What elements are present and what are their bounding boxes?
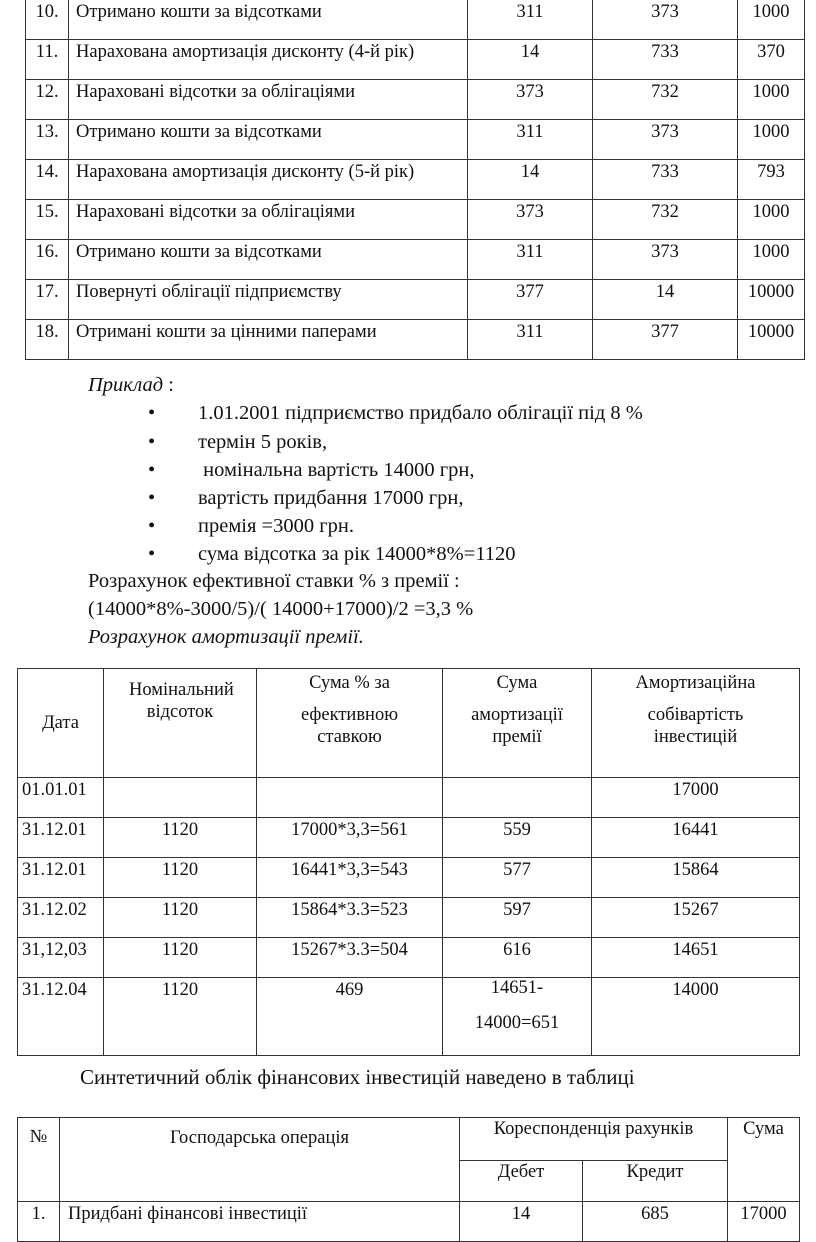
date-cell: 01.01.01: [18, 778, 104, 818]
column-header-amortization: [443, 669, 592, 778]
row-number: 1.: [18, 1202, 60, 1242]
bullet-text: 1.01.2001 підприємство придбало облігації під 8 %: [198, 402, 643, 424]
column-header-nominal: [104, 669, 257, 778]
amount-cell: 1000: [738, 80, 805, 120]
synthetic-accounting-heading: Синтетичний облік фінансових інвестицій наведено в таблиці: [80, 1065, 635, 1089]
operation-cell: Нарахована амортизація дисконту (4-й рік): [69, 40, 468, 80]
journal-entries-table: [25, 0, 805, 360]
bullet-icon: •: [148, 515, 156, 537]
amortization-cell: 597: [443, 898, 592, 938]
header-text: Дата: [42, 713, 79, 733]
debit-cell: 311: [468, 240, 593, 280]
bullet-text: номінальна вартість 14000 грн,: [198, 459, 475, 481]
row-number: 18.: [26, 320, 69, 360]
row-number: 13.: [26, 120, 69, 160]
operation-cell: Придбані фінансові інвестиції: [60, 1202, 460, 1242]
table-header-row: [18, 669, 800, 778]
bullet-icon: •: [148, 402, 156, 424]
row-number: 14.: [26, 160, 69, 200]
bullet-text: вартість придбання 17000 грн,: [198, 487, 464, 509]
table-row: [18, 858, 800, 898]
table-row: [26, 200, 805, 240]
credit-cell: 732: [593, 80, 738, 120]
header-text: амортизації премії: [471, 705, 563, 747]
amount-cell: 1000: [738, 120, 805, 160]
column-header-cost: [592, 669, 800, 778]
effective-cell: [257, 778, 443, 818]
row-number: 11.: [26, 40, 69, 80]
bullet-text: премія =3000 грн.: [198, 515, 354, 537]
table-row: [18, 898, 800, 938]
nominal-cell: 1120: [104, 858, 257, 898]
cost-cell: 16441: [592, 818, 800, 858]
amount-cell: 1000: [738, 0, 805, 40]
column-header-credit: Кредит: [583, 1160, 728, 1201]
column-header-number: №: [18, 1118, 60, 1202]
table-row: [18, 978, 800, 1056]
table-row: [26, 40, 805, 80]
header-text: Сума: [496, 673, 538, 693]
debit-cell: 311: [468, 120, 593, 160]
amortization-line: 14651-: [490, 978, 544, 998]
synthetic-accounting-table: [17, 1117, 800, 1242]
nominal-cell: [104, 778, 257, 818]
row-number: 16.: [26, 240, 69, 280]
table-header-row: [18, 1118, 800, 1161]
effective-cell: 16441*3,3=543: [257, 858, 443, 898]
table-row: [26, 120, 805, 160]
amortization-title: Розрахунок амортизації премії.: [88, 626, 364, 648]
cost-cell: 14651: [592, 938, 800, 978]
row-number: 10.: [26, 0, 69, 40]
credit-cell: 733: [593, 160, 738, 200]
effective-cell: 15267*3.3=504: [257, 938, 443, 978]
nominal-cell: 1120: [104, 938, 257, 978]
table-row: [26, 280, 805, 320]
date-cell: 31.12.04: [18, 978, 104, 1056]
column-header-effective: [257, 669, 443, 778]
debit-cell: 373: [468, 80, 593, 120]
debit-cell: 14: [468, 160, 593, 200]
credit-cell: 373: [593, 120, 738, 160]
cost-cell: 15864: [592, 858, 800, 898]
table-row: [26, 160, 805, 200]
example-label-text: Приклад: [88, 374, 164, 396]
amortization-cell: 577: [443, 858, 592, 898]
date-cell: 31.12.01: [18, 818, 104, 858]
header-text: Сума % за: [309, 673, 390, 693]
nominal-cell: 1120: [104, 978, 257, 1056]
operation-cell: Нараховані відсотки за облігаціями: [69, 200, 468, 240]
operation-cell: Повернуті облігації підприємству: [69, 280, 468, 320]
debit-cell: 311: [468, 0, 593, 40]
nominal-cell: 1120: [104, 898, 257, 938]
date-cell: 31.12.02: [18, 898, 104, 938]
credit-cell: 14: [593, 280, 738, 320]
debit-cell: 377: [468, 280, 593, 320]
operation-cell: Отримано кошти за відсотками: [69, 240, 468, 280]
debit-cell: 14: [460, 1202, 583, 1242]
amortization-cell: [443, 978, 592, 1056]
amortization-cell: 616: [443, 938, 592, 978]
credit-cell: 732: [593, 200, 738, 240]
effective-cell: 469: [257, 978, 443, 1056]
table-row: [18, 938, 800, 978]
bullet-text: сума відсотка за рік 14000*8%=1120: [198, 543, 516, 565]
bullet-icon: •: [148, 459, 156, 481]
table-row: [26, 320, 805, 360]
amount-cell: 10000: [738, 320, 805, 360]
operation-cell: Отримані кошти за цінними паперами: [69, 320, 468, 360]
bullet-text: термін 5 років,: [198, 431, 328, 453]
credit-cell: 377: [593, 320, 738, 360]
effective-cell: 17000*3,3=561: [257, 818, 443, 858]
header-text: Амортизаційна: [635, 673, 756, 693]
credit-cell: 373: [593, 0, 738, 40]
amount-cell: 1000: [738, 240, 805, 280]
column-header-date: [18, 669, 104, 778]
row-number: 17.: [26, 280, 69, 320]
header-text: Номінальний відсоток: [129, 680, 234, 722]
amortization-cell: [443, 778, 592, 818]
example-label: [88, 371, 174, 400]
column-header-amount: Сума: [728, 1118, 800, 1202]
column-header-operation: Господарська операція: [60, 1118, 460, 1202]
amount-cell: 793: [738, 160, 805, 200]
row-number: 15.: [26, 200, 69, 240]
cost-cell: 14000: [592, 978, 800, 1056]
date-cell: 31,12,03: [18, 938, 104, 978]
credit-cell: 685: [583, 1202, 728, 1242]
debit-cell: 373: [468, 200, 593, 240]
amount-cell: 370: [738, 40, 805, 80]
table-row: [26, 0, 805, 40]
bullet-icon: •: [148, 487, 156, 509]
debit-cell: 311: [468, 320, 593, 360]
date-cell: 31.12.01: [18, 858, 104, 898]
cost-cell: 17000: [592, 778, 800, 818]
nominal-cell: 1120: [104, 818, 257, 858]
amortization-line: 14000=651: [474, 1013, 560, 1033]
amount-cell: 10000: [738, 280, 805, 320]
credit-cell: 373: [593, 240, 738, 280]
effective-cell: 15864*3.3=523: [257, 898, 443, 938]
debit-cell: 14: [468, 40, 593, 80]
operation-cell: Нараховані відсотки за облігаціями: [69, 80, 468, 120]
amount-cell: 1000: [738, 200, 805, 240]
operation-cell: Отримано кошти за відсотками: [69, 120, 468, 160]
column-header-correspondence: Кореспонденція рахунків: [460, 1118, 728, 1161]
amount-cell: 17000: [728, 1202, 800, 1242]
cost-cell: 15267: [592, 898, 800, 938]
table-row: [26, 80, 805, 120]
credit-cell: 733: [593, 40, 738, 80]
calc-title: Розрахунок ефективної ставки % з премії :: [88, 570, 460, 592]
operation-cell: Нарахована амортизація дисконту (5-й рік): [69, 160, 468, 200]
amortization-cell: 559: [443, 818, 592, 858]
row-number: 12.: [26, 80, 69, 120]
amortization-table: [17, 668, 800, 1056]
table-row: [18, 778, 800, 818]
table-row: [18, 818, 800, 858]
example-label-suffix: :: [163, 374, 174, 396]
table-row: [26, 240, 805, 280]
bullet-icon: •: [148, 431, 156, 453]
column-header-debit: Дебет: [460, 1160, 583, 1201]
bullet-icon: •: [148, 543, 156, 565]
header-text: ефективною ставкою: [300, 705, 399, 747]
table-row: [18, 1202, 800, 1242]
header-text: собівартість інвестицій: [647, 705, 744, 747]
calc-formula: (14000*8%-3000/5)/( 14000+17000)/2 =3,3 %: [88, 598, 474, 620]
operation-cell: Отримано кошти за відсотками: [69, 0, 468, 40]
